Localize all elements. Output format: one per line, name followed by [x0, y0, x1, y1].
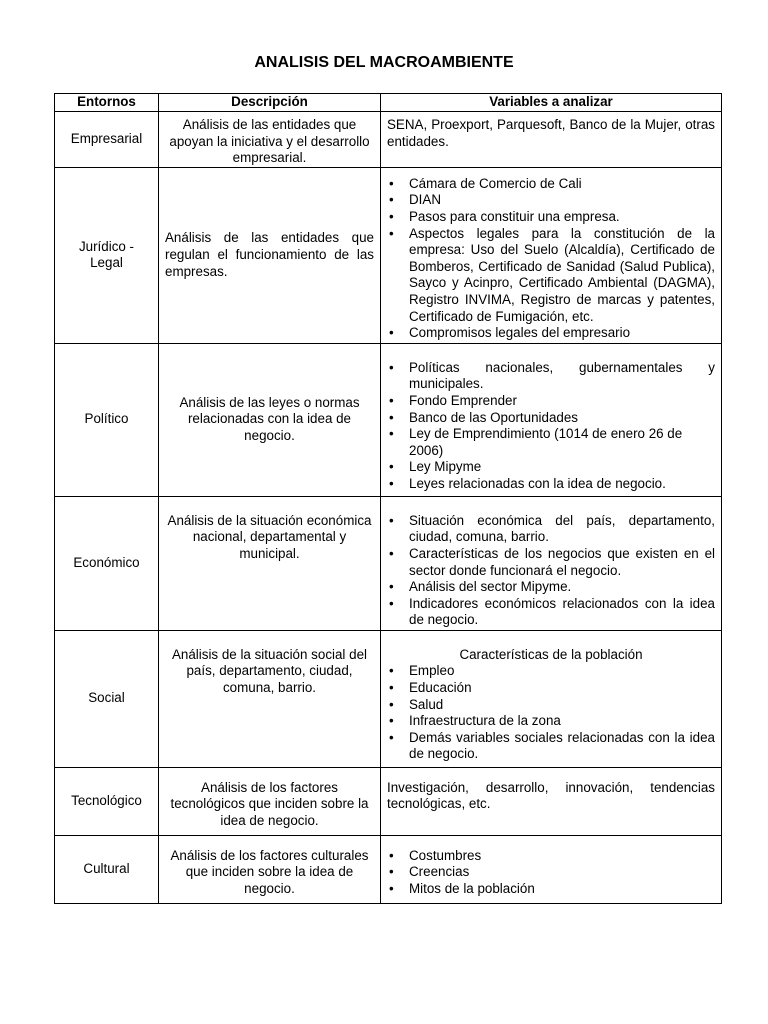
list-item: • Situación económica del país, departamento, ciudad, comuna, barrio. — [389, 512, 715, 545]
bullet-icon: • — [389, 392, 394, 408]
list-item: • Ley Mipyme — [389, 459, 482, 475]
list-item: • Costumbres — [389, 847, 482, 863]
table-row — [55, 835, 722, 903]
table-row — [55, 167, 722, 343]
descripcion-cell: Análisis de los factores tecnológicos que inciden sobre la idea de negocio. — [159, 767, 381, 835]
list-item: • Indicadores económicos relacionados con la idea de negocio. — [389, 595, 715, 628]
list-item: • Características de los negocios que existen en el sector donde funcionará el negocio. — [389, 545, 715, 578]
list-item: • DIAN — [389, 192, 441, 208]
table-row — [55, 767, 722, 835]
bullet-icon: • — [389, 713, 394, 729]
list-item: • Banco de las Oportunidades — [389, 409, 578, 425]
bullet-icon: • — [389, 864, 394, 880]
descripcion-cell: Análisis de las entidades que apoyan la iniciativa y el desarrollo empresarial. — [159, 112, 381, 168]
entorno-cell: Social — [55, 630, 159, 767]
descripcion-cell: Análisis de la situación social del país, departamento, ciudad, comuna, barrio. — [159, 630, 381, 767]
descripcion-cell: Análisis de las leyes o normas relacionadas con la idea de negocio. — [159, 343, 381, 496]
bullet-icon: • — [389, 679, 394, 695]
list-item: • Ley de Emprendimiento (1014 de enero 26 de 2006) — [389, 426, 683, 458]
list-item: • Mitos de la población — [389, 880, 535, 896]
variables-list — [387, 848, 715, 898]
entorno-cell: Político — [55, 343, 159, 496]
list-item: • Empleo — [389, 663, 455, 679]
entorno-cell: Económico — [55, 496, 159, 630]
header-variables: Variables a analizar — [381, 94, 722, 112]
variables-list — [387, 176, 715, 342]
bullet-icon: • — [389, 459, 394, 475]
header-descripcion: Descripción — [159, 94, 381, 112]
descripcion-cell: Análisis de las entidades que regulan el funcionamiento de las empresas. — [159, 167, 381, 343]
variables-cell — [381, 167, 722, 343]
header-entornos: Entornos — [55, 94, 159, 112]
list-item: • Fondo Emprender — [389, 392, 517, 408]
bullet-icon: • — [389, 175, 394, 191]
variables-cell — [381, 835, 722, 903]
bullet-icon: • — [389, 475, 394, 491]
bullet-icon: • — [389, 359, 394, 375]
table-row — [55, 630, 722, 767]
bullet-icon: • — [389, 663, 394, 679]
variables-list — [387, 663, 715, 763]
entorno-cell: Cultural — [55, 835, 159, 903]
bullet-icon: • — [389, 696, 394, 712]
bullet-icon: • — [389, 579, 394, 595]
page-title: ANALISIS DEL MACROAMBIENTE — [254, 54, 514, 71]
variables-heading: Características de la población — [459, 646, 643, 662]
macroambiente-table — [54, 93, 722, 904]
descripcion-cell: Análisis de los factores culturales que inciden sobre la idea de negocio. — [159, 835, 381, 903]
bullet-icon: • — [389, 545, 394, 561]
list-item: • Creencias — [389, 864, 470, 880]
bullet-icon: • — [389, 208, 394, 224]
table-row — [55, 496, 722, 630]
entorno-cell: Jurídico - Legal — [55, 167, 159, 343]
variables-list — [387, 360, 715, 493]
entorno-cell: Tecnológico — [55, 767, 159, 835]
list-item: • Infraestructura de la zona — [389, 713, 561, 729]
bullet-icon: • — [389, 325, 394, 341]
bullet-icon: • — [389, 426, 394, 442]
list-item: • Cámara de Comercio de Cali — [389, 175, 582, 191]
list-item: • Educación — [389, 679, 472, 695]
list-item: • Leyes relacionadas con la idea de negocio. — [389, 475, 666, 491]
list-item: • Pasos para constituir una empresa. — [389, 208, 620, 224]
list-item: • Análisis del sector Mipyme. — [389, 579, 572, 595]
list-item: • Salud — [389, 696, 444, 712]
bullet-icon: • — [389, 595, 394, 611]
list-item: • Aspectos legales para la constitución de la empresa: Uso del Suelo (Alcaldía), Certificado de Bomberos, Certificado de Sanidad (Salud Publica), Sayco y Acinpro, Certificado Ambiental (DAGMA), Registro INVIMA, Registro de marcas y patentes, Certificado de Fumigación, etc. — [389, 225, 715, 324]
variables-cell: Investigación, desarrollo, innovación, tendencias tecnológicas, etc. — [381, 767, 722, 835]
list-item: • Compromisos legales del empresario — [389, 325, 631, 341]
bullet-icon: • — [389, 729, 394, 745]
variables-cell — [381, 630, 722, 767]
table-row — [55, 112, 722, 168]
bullet-icon: • — [389, 409, 394, 425]
bullet-icon: • — [389, 880, 394, 896]
entorno-cell: Empresarial — [55, 112, 159, 168]
bullet-icon: • — [389, 512, 394, 528]
variables-cell: SENA, Proexport, Parquesoft, Banco de la Mujer, otras entidades. — [381, 112, 722, 168]
descripcion-cell: Análisis de la situación económica nacional, departamental y municipal. — [159, 496, 381, 630]
table-header-row — [55, 94, 722, 112]
variables-cell — [381, 343, 722, 496]
variables-list — [387, 513, 715, 629]
bullet-icon: • — [389, 192, 394, 208]
bullet-icon: • — [389, 225, 394, 241]
variables-cell — [381, 496, 722, 630]
list-item: • Demás variables sociales relacionadas con la idea de negocio. — [389, 729, 715, 762]
bullet-icon: • — [389, 847, 394, 863]
table-row — [55, 343, 722, 496]
list-item: • Políticas nacionales, gubernamentales y municipales. — [389, 359, 715, 392]
